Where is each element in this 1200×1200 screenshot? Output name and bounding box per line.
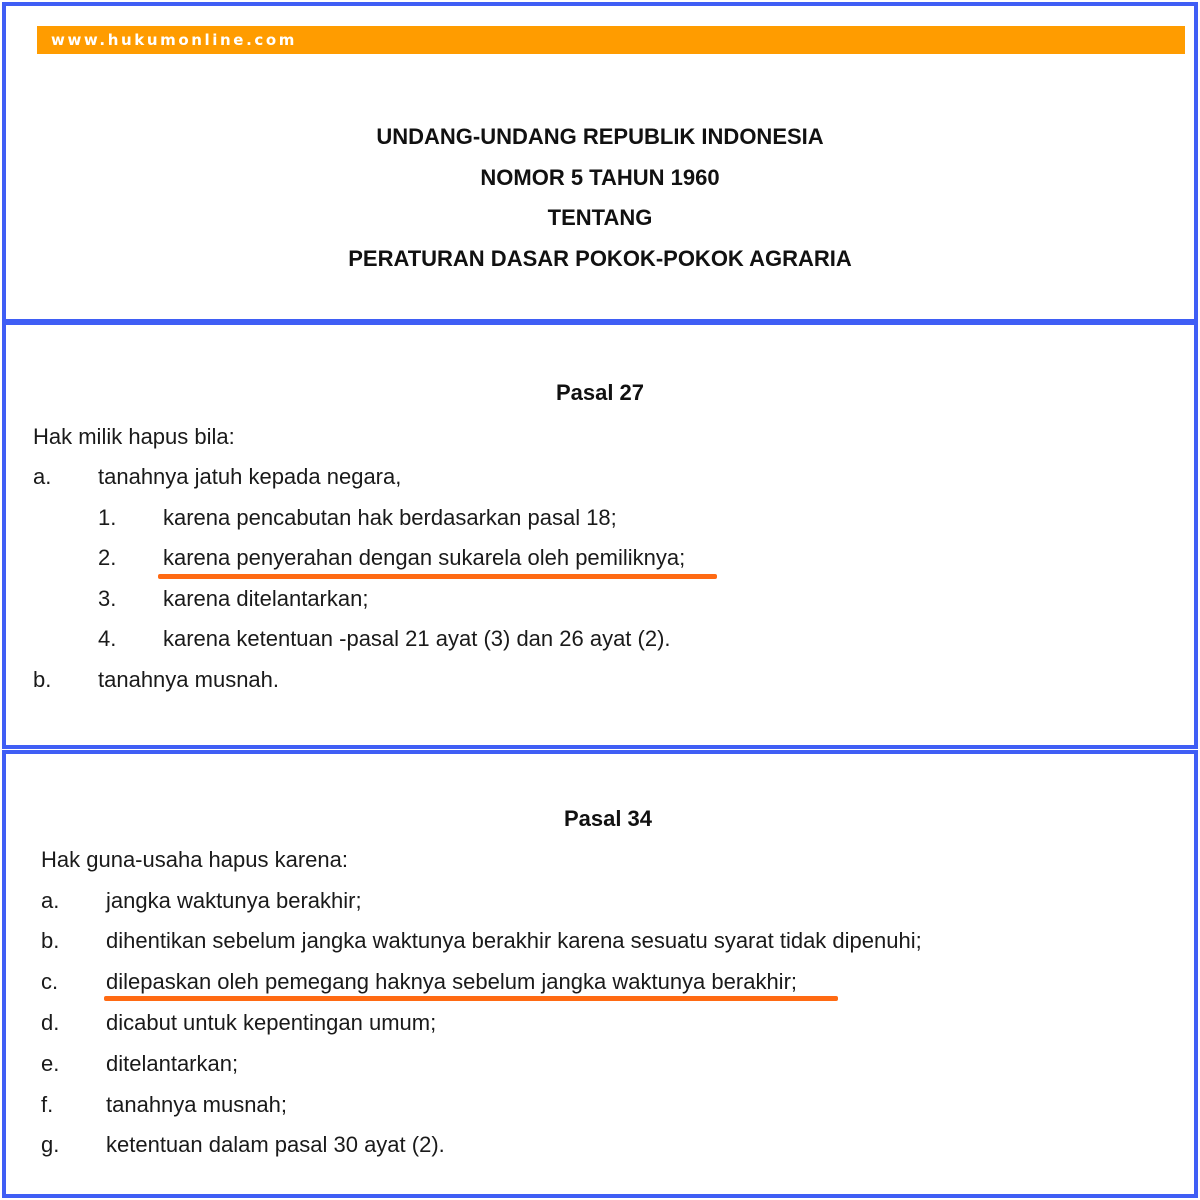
- pasal-27-intro: Hak milik hapus bila:: [33, 424, 235, 449]
- list-marker: b.: [41, 928, 60, 953]
- list-marker: 4.: [98, 626, 117, 651]
- list-marker: e.: [41, 1051, 60, 1076]
- list-text: ditelantarkan;: [106, 1051, 239, 1076]
- list-marker: 3.: [98, 586, 117, 611]
- list-marker: b.: [33, 667, 52, 692]
- law-subject: PERATURAN DASAR POKOK-POKOK AGRARIA: [348, 246, 852, 271]
- law-about: TENTANG: [547, 205, 653, 230]
- list-text: karena ditelantarkan;: [163, 586, 369, 611]
- list-text: tanahnya musnah.: [98, 667, 280, 692]
- list-text: tanahnya musnah;: [106, 1092, 288, 1117]
- list-marker: d.: [41, 1010, 60, 1035]
- list-text: karena ketentuan -pasal 21 ayat (3) dan 26 ayat (2).: [163, 626, 671, 651]
- list-text: ketentuan dalam pasal 30 ayat (2).: [106, 1132, 445, 1157]
- list-marker: a.: [41, 888, 60, 913]
- list-marker: c.: [41, 969, 59, 994]
- pasal-34-panel: [2, 750, 1198, 1198]
- pasal-34-intro: Hak guna-usaha hapus karena:: [41, 847, 348, 872]
- list-text: karena pencabutan hak berdasarkan pasal 18;: [163, 505, 617, 530]
- highlight-underline: [104, 996, 838, 1001]
- list-text: dilepaskan oleh pemegang haknya sebelum jangka waktunya berakhir;: [106, 969, 798, 994]
- list-text: tanahnya jatuh kepada negara,: [98, 464, 402, 489]
- law-title-line-1: UNDANG-UNDANG REPUBLIK INDONESIA: [376, 124, 824, 149]
- pasal-34-heading: Pasal 34: [563, 806, 653, 831]
- list-marker: 1.: [98, 505, 117, 530]
- pasal-27-heading: Pasal 27: [555, 380, 645, 405]
- list-text: dihentikan sebelum jangka waktunya berakhir karena sesuatu syarat tidak dipenuhi;: [106, 928, 922, 953]
- list-marker: 2.: [98, 545, 117, 570]
- list-text: jangka waktunya berakhir;: [106, 888, 362, 913]
- site-banner: [37, 26, 1185, 54]
- site-url: www.hukumonline.com: [51, 31, 297, 49]
- list-marker: a.: [33, 464, 52, 489]
- list-text: dicabut untuk kepentingan umum;: [106, 1010, 437, 1035]
- law-number: NOMOR 5 TAHUN 1960: [480, 165, 720, 190]
- document-header-panel: [2, 2, 1198, 323]
- pasal-27-panel: [2, 321, 1198, 749]
- list-marker: g.: [41, 1132, 60, 1157]
- list-marker: f.: [41, 1092, 54, 1117]
- list-text: karena penyerahan dengan sukarela oleh pemiliknya;: [163, 545, 686, 570]
- highlight-underline: [158, 574, 717, 579]
